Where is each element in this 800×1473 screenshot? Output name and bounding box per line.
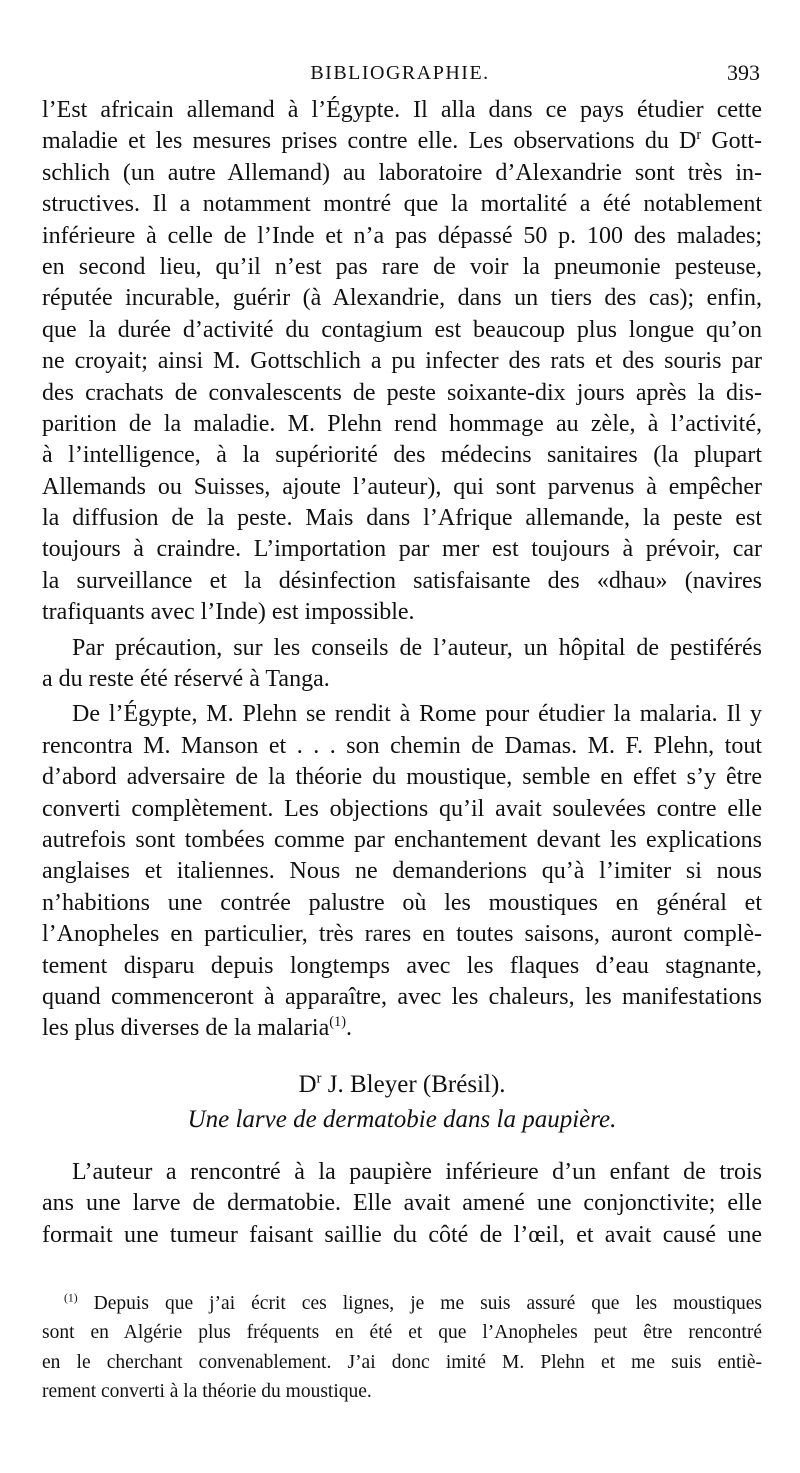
running-title: BIBLIOGRAPHIE. xyxy=(310,62,490,84)
footnote-reference: (1) xyxy=(329,1014,347,1031)
paragraph-plehn-rome xyxy=(42,699,762,1044)
text-line: inférieure à celle de l’Inde et n’a pas dépassé 50 p. 100 des malades; xyxy=(42,222,762,249)
text-line: Par précaution, sur les conseils de l’auteur, un hôpital de pestiférés xyxy=(72,634,762,661)
text-line xyxy=(42,1013,762,1044)
section-heading xyxy=(42,1067,762,1103)
text-line: a du reste été réservé à Tanga. xyxy=(42,666,330,693)
text-line: tement disparu depuis longtemps avec les flaques d’eau stagnante, xyxy=(42,952,762,979)
text-line: ne croyait; ainsi M. Gottschlich a pu infecter des rats et des souris par xyxy=(42,348,762,375)
text-fragment: maladie et les mesures prises contre elle. Les observations du D xyxy=(42,128,697,155)
paragraph-plehn-egypt xyxy=(42,95,762,629)
text-line: en second lieu, qu’il n’est pas rare de voir la pneumonie pesteuse, xyxy=(42,253,762,280)
text-line: ans une larve de dermatobie. Elle avait amené une conjonctivite; elle xyxy=(42,1190,762,1217)
footnote-line: rement converti à la théorie du moustique. xyxy=(42,1381,372,1403)
text-line: formait une tumeur faisant saillie du côté de l’œil, et avait causé une xyxy=(42,1221,762,1248)
text-line: L’auteur a rencontré à la paupière inférieure d’un enfant de trois xyxy=(72,1158,762,1185)
text-fragment: Depuis que j’ai écrit ces lignes, je me suis assuré que les moustiques xyxy=(77,1292,762,1314)
text-fragment: les plus diverses de la malaria xyxy=(42,1015,330,1042)
text-line: Allemands ou Suisses, ajoute l’auteur), qui sont parvenus à empêcher xyxy=(42,473,762,500)
footnote-marker: (1) xyxy=(64,1291,78,1305)
text-line: réputée incurable, guérir (à Alexandrie, dans un tiers des cas); enfin, xyxy=(42,285,762,312)
paragraph-hospital-tanga xyxy=(42,633,762,696)
text-line: l’Anopheles en particulier, très rares en toutes saisons, auront complè- xyxy=(42,921,762,948)
text-line: converti complètement. Les objections qu’il avait soulevées contre elle xyxy=(42,795,762,822)
text-fragment: Gott- xyxy=(701,128,762,155)
text-line: quand commenceront à apparaître, avec les chaleurs, les manifestations xyxy=(42,983,762,1010)
text-line: n’habitions une contrée palustre où les moustiques en général et xyxy=(42,889,762,916)
running-head xyxy=(0,58,800,88)
text-line: à l’intelligence, à la supériorité des médecins sanitaires (la plupart xyxy=(42,442,762,469)
text-line: De l’Égypte, M. Plehn se rendit à Rome pour étudier la malaria. Il y xyxy=(72,701,762,728)
text-line: la diffusion de la peste. Mais dans l’Afrique allemande, la peste est xyxy=(42,505,762,532)
text-line: des crachats de convalescents de peste soixante-dix jours après la dis- xyxy=(42,379,762,406)
title-superscript: r xyxy=(696,127,702,144)
text-line: l’Est africain allemand à l’Égypte. Il alla dans ce pays étudier cette xyxy=(42,97,762,123)
text-line: parition de la maladie. M. Plehn rend hommage au zèle, à l’activité, xyxy=(42,410,762,437)
footnote-line: en le cherchant convenablement. J’ai donc imité M. Plehn et me suis entiè- xyxy=(42,1351,762,1373)
text-line: anglaises et italiennes. Nous ne demanderions qu’à l’imiter si nous xyxy=(42,858,762,885)
page-number: 393 xyxy=(727,60,760,85)
text-line xyxy=(42,126,762,157)
paragraph-dermatobie xyxy=(42,1157,762,1251)
text-line: toujours à craindre. L’importation par mer est toujours à prévoir, car xyxy=(42,536,762,563)
text-line: la surveillance et la désinfection satisfaisante des «dhau» (navires xyxy=(42,567,762,594)
section-subtitle: Une larve de dermatobie dans la paupière. xyxy=(187,1105,617,1133)
page-body xyxy=(42,95,762,1407)
text-line: structives. Il a notamment montré que la mortalité a été notablement xyxy=(42,191,762,218)
text-line: d’abord adversaire de la théorie du moustique, semble en effet s’y être xyxy=(42,764,762,791)
author-title: D xyxy=(298,1070,317,1098)
author-name: J. Bleyer (Brésil). xyxy=(321,1070,506,1098)
footnote xyxy=(42,1289,762,1407)
author-title-superscript: r xyxy=(316,1070,322,1087)
text-line: autrefois sont tombées comme par enchantement devant les explications xyxy=(42,826,762,853)
text-line: que la durée d’activité du contagium est beaucoup plus longue qu’on xyxy=(42,316,762,343)
footnote-line: sont en Algérie plus fréquents en été et que l’Anopheles peut être rencontré xyxy=(42,1322,762,1344)
text-line: rencontra M. Manson et . . . son chemin de Damas. M. F. Plehn, tout xyxy=(42,732,762,759)
text-line: schlich (un autre Allemand) au laboratoire d’Alexandrie sont très in- xyxy=(42,159,762,186)
text-line: trafiquants avec l’Inde) est impossible. xyxy=(42,599,415,626)
footnote-line xyxy=(42,1289,762,1319)
text-fragment: . xyxy=(346,1015,353,1042)
